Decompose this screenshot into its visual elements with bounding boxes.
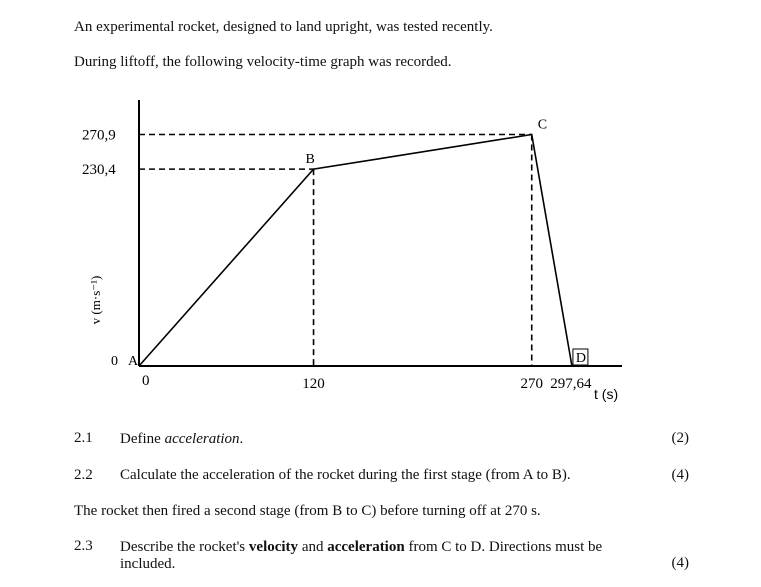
x-tick-label: 120 bbox=[302, 376, 325, 392]
question-text: Calculate the acceleration of the rocket during the first stage (from A to B). bbox=[120, 467, 571, 483]
point-label: B bbox=[305, 152, 315, 168]
intro-line-2: During liftoff, the following velocity-time graph was recorded. bbox=[74, 54, 452, 70]
point-label: A bbox=[128, 354, 139, 369]
question-number: 2.3 bbox=[74, 538, 93, 554]
y-axis-label: v (m·s⁻¹) bbox=[88, 275, 103, 325]
x-tick-label: 270 bbox=[520, 376, 543, 392]
origin-label: 0 bbox=[111, 354, 118, 369]
y-tick-label: 230,4 bbox=[82, 162, 116, 179]
point-label: C bbox=[537, 117, 548, 133]
intro-line-1: An experimental rocket, designed to land upright, was tested recently. bbox=[74, 19, 493, 35]
question-marks: (4) bbox=[671, 555, 689, 571]
question-number: 2.1 bbox=[74, 430, 93, 446]
point-label: D bbox=[575, 351, 587, 366]
x-tick-label: 0 bbox=[142, 373, 150, 389]
middle-text: The rocket then fired a second stage (from B to C) before turning off at 270 s. bbox=[74, 503, 541, 519]
question-text: Describe the rocket's velocity and acceleration from C to D. Directions must be included. bbox=[120, 539, 603, 572]
y-tick-label: 270,9 bbox=[82, 127, 116, 144]
question-number: 2.2 bbox=[74, 467, 93, 483]
x-axis-label: t (s) bbox=[594, 386, 619, 402]
question-marks: (2) bbox=[671, 430, 689, 446]
question-marks: (4) bbox=[671, 467, 689, 483]
question-text: Define acceleration. bbox=[120, 431, 244, 447]
x-tick-label: 297,64 bbox=[550, 376, 592, 392]
